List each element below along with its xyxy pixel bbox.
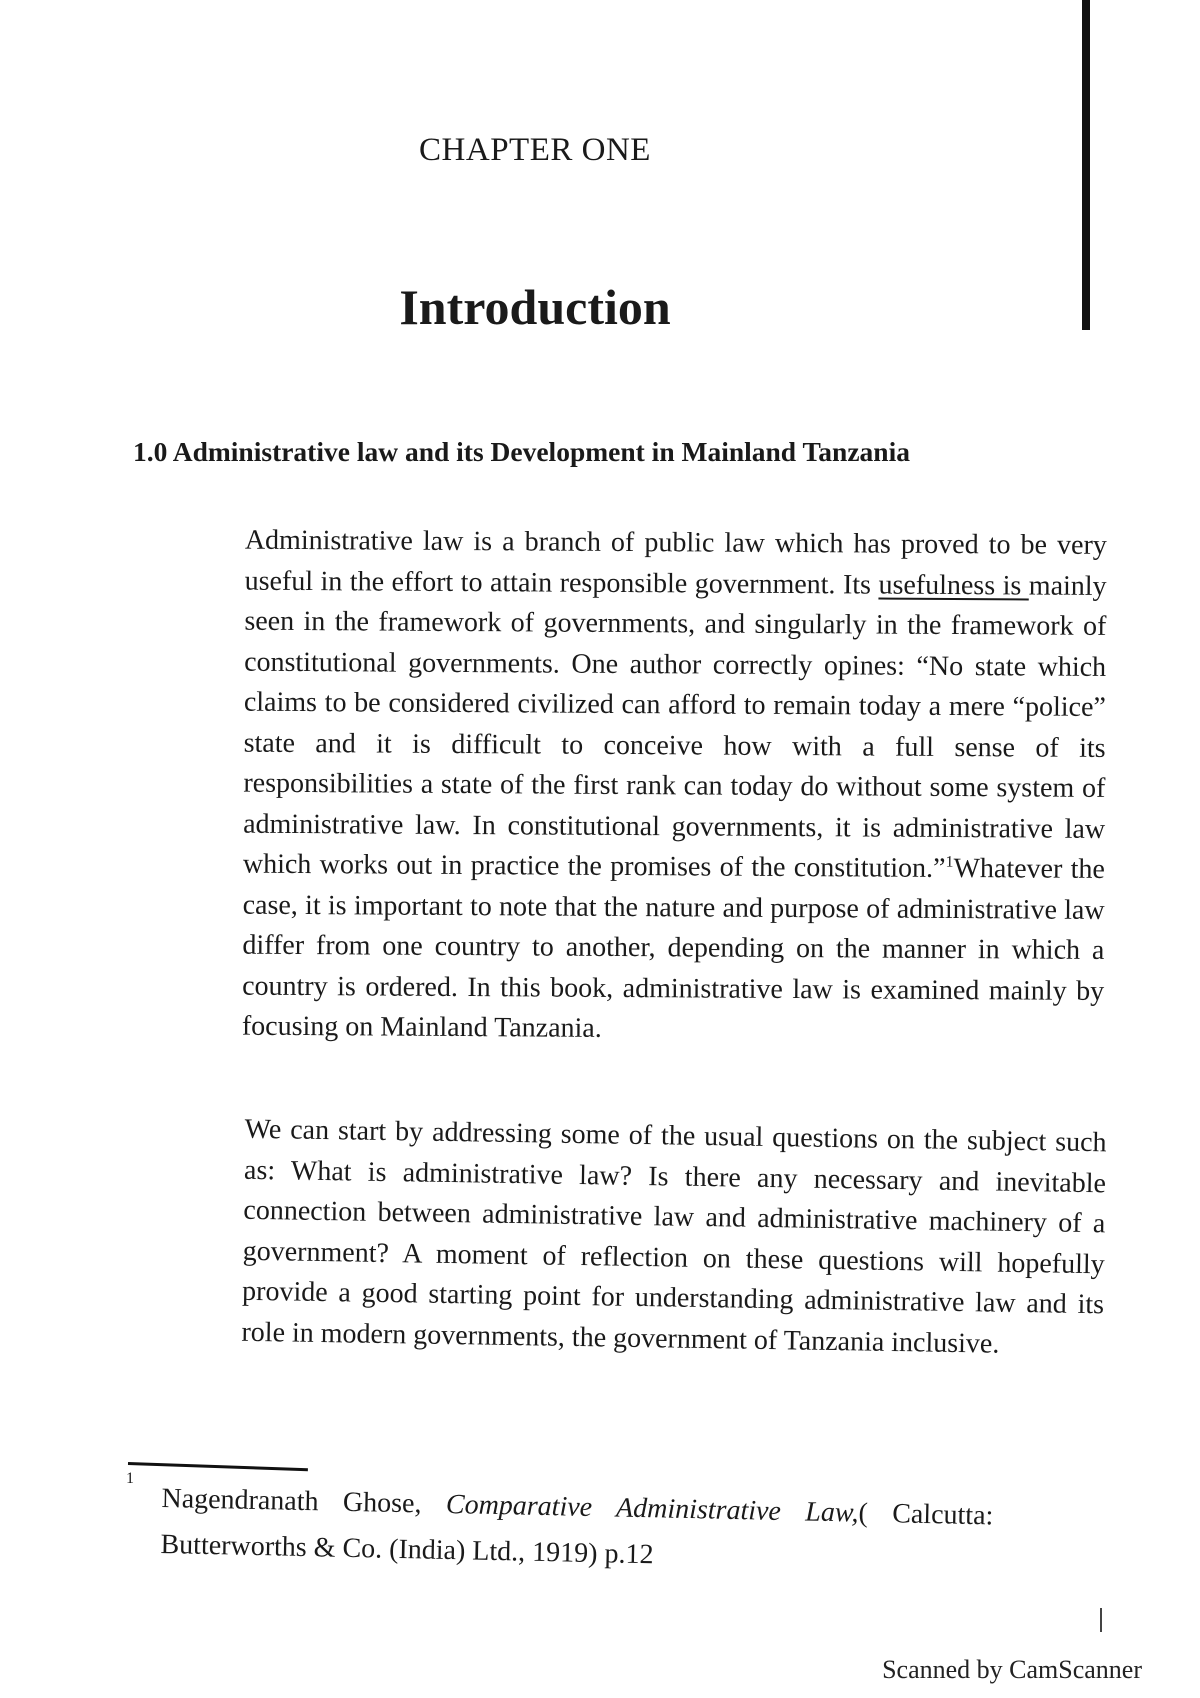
scan-edge-bar xyxy=(1082,0,1090,330)
paragraph-1 xyxy=(130,520,1107,1052)
footnote-details: ( Calcutta: Butterworths & Co. (India) Ltd., 1919) p.12 xyxy=(160,1497,994,1571)
section-heading: 1.0 Administrative law and its Development in Mainland Tanzania xyxy=(133,436,910,467)
footnote-author: Nagendranath Ghose, xyxy=(161,1482,447,1520)
paragraph-2: We can start by addressing some of the usual questions on the subject such as: What is administrative law? Is there any necessary and inevitable connection between administrative law and administrative machinery of a government? A moment of reflection on these questions will hopefully provide a good starting point for understanding administrative law and its role in modern governments, the government of Tanzania inclusive. xyxy=(241,1113,1107,1360)
footnote-number: 1 xyxy=(126,1470,134,1487)
chapter-label: CHAPTER ONE xyxy=(419,132,651,168)
footnote-rule xyxy=(128,1462,308,1471)
paragraph-1-part-a: Administrative law is a branch of public law which has proved to be very useful in the effort to attain responsible government. Its xyxy=(244,524,1107,601)
paragraph-1-part-c: Whatever the case, it is important to note that the nature and purpose of administrative law differ from one country to another, depending on the manner in which a country is ordered. In this book, administrative law is examined mainly by focusing on Mainland Tanzania. xyxy=(241,853,1105,1044)
footnote-title: Comparative Administrative Law, xyxy=(445,1488,859,1529)
footnote-reference: 1 xyxy=(945,853,954,871)
chapter-title: Introduction xyxy=(399,279,671,335)
underlined-phrase: usefulness is xyxy=(878,569,1029,601)
scan-edge-tick xyxy=(1100,1608,1102,1632)
paragraph-1-part-b: mainly seen in the framework of governments, and singularly in the framework of constitutional governments. One author correctly opines: “No state which claims to be considered civilized can afford to remain today a mere “police” state and it is difficult to conceive how with a full sense of its responsibilities a state of the first rank can today do without some system of administrative law. In constitutional governments, it is administrative law which works out in practice the promises of the constitution.” xyxy=(242,569,1107,884)
footnote xyxy=(160,1476,994,1585)
scanner-watermark: Scanned by CamScanner xyxy=(882,1655,1142,1684)
